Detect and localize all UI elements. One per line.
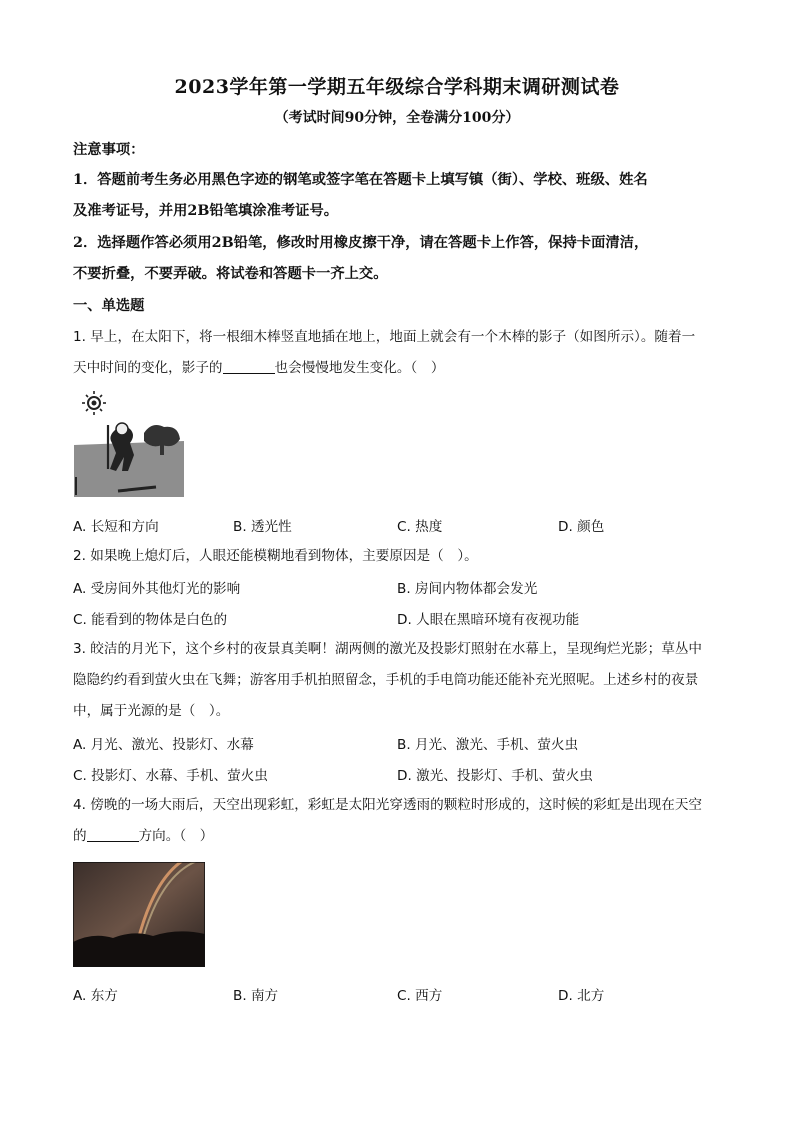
q1-line-2-post: 也会慢慢地发生变化。（ ） [274, 360, 445, 376]
q1-line-2 [73, 358, 723, 378]
stick-shadow-figure [74, 391, 184, 497]
q2-option-d[interactable]: D. 人眼在黑暗环境有夜视功能 [397, 612, 580, 628]
q4-line-2 [73, 826, 723, 846]
q1-option-c[interactable]: C. 热度 [397, 519, 443, 535]
q4-option-a[interactable]: A. 东方 [73, 988, 118, 1004]
q4-line-1: 4. 傍晚的一场大雨后，天空出现彩虹，彩虹是太阳光穿透雨的颗粒时形成的，这时候的彩虹是出现在天空 [73, 797, 703, 813]
q3-option-b[interactable]: B. 月光、激光、手机、萤火虫 [397, 737, 579, 753]
q3-option-c[interactable]: C. 投影灯、水幕、手机、萤火虫 [73, 768, 268, 784]
q2-option-a[interactable]: A. 受房间外其他灯光的影响 [73, 581, 241, 597]
q4-line-2-post: 方向。（ ） [138, 828, 214, 844]
q2-line-1: 2. 如果晚上熄灯后，人眼还能模糊地看到物体，主要原因是（ ）。 [73, 548, 478, 564]
notice-item-1-line-1: 1．答题前考生务必用黑色字迹的钢笔或签字笔在答题卡上填写镇（街）、学校、班级、姓名 [73, 172, 648, 188]
rainbow-photo [73, 862, 205, 967]
notice-item-2-line-2: 不要折叠，不要弄破。将试卷和答题卡一齐上交。 [73, 266, 388, 282]
q2-option-b[interactable]: B. 房间内物体都会发光 [397, 581, 538, 597]
q1-option-d[interactable]: D. 颜色 [558, 519, 605, 535]
q1-answer-blank [223, 359, 275, 374]
q3-line-2: 隐隐约约看到萤火虫在飞舞；游客用手机拍照留念，手机的手电筒功能还能补充光照呢。上述乡村的夜景 [73, 672, 699, 688]
q4-answer-blank [87, 827, 139, 842]
q3-line-3: 中，属于光源的是（ ）。 [73, 703, 230, 719]
notice-heading: 注意事项： [73, 142, 145, 158]
q2-option-c[interactable]: C. 能看到的物体是白色的 [73, 612, 228, 628]
q4-option-b[interactable]: B. 南方 [233, 988, 279, 1004]
notice-item-1-line-2: 及准考证号，并用2B铅笔填涂准考证号。 [73, 203, 339, 219]
page-subtitle: （考试时间90分钟，全卷满分100分） [274, 110, 520, 126]
q4-option-c[interactable]: C. 西方 [397, 988, 443, 1004]
q1-line-2-pre: 天中时间的变化，影子的 [73, 360, 223, 376]
q1-option-a[interactable]: A. 长短和方向 [73, 519, 159, 535]
q1-line-1: 1. 早上，在太阳下，将一根细木棒竖直地插在地上，地面上就会有一个木棒的影子（如图所示）。随着一 [73, 329, 696, 345]
section-heading: 一、单选题 [73, 298, 145, 314]
q3-option-a[interactable]: A. 月光、激光、投影灯、水幕 [73, 737, 254, 753]
q1-option-b[interactable]: B. 透光性 [233, 519, 292, 535]
q3-line-1: 3. 皎洁的月光下，这个乡村的夜景真美啊！湖两侧的激光及投影灯照射在水幕上，呈现绚烂光影；草丛中 [73, 641, 703, 657]
page-title: 2023学年第一学期五年级综合学科期末调研测试卷 [174, 76, 620, 98]
notice-item-2-line-1: 2．选择题作答必须用2B铅笔，修改时用橡皮擦干净，请在答题卡上作答，保持卡面清洁， [73, 235, 649, 251]
q4-line-2-pre: 的 [73, 828, 87, 844]
q3-option-d[interactable]: D. 激光、投影灯、手机、萤火虫 [397, 768, 593, 784]
q4-option-d[interactable]: D. 北方 [558, 988, 605, 1004]
